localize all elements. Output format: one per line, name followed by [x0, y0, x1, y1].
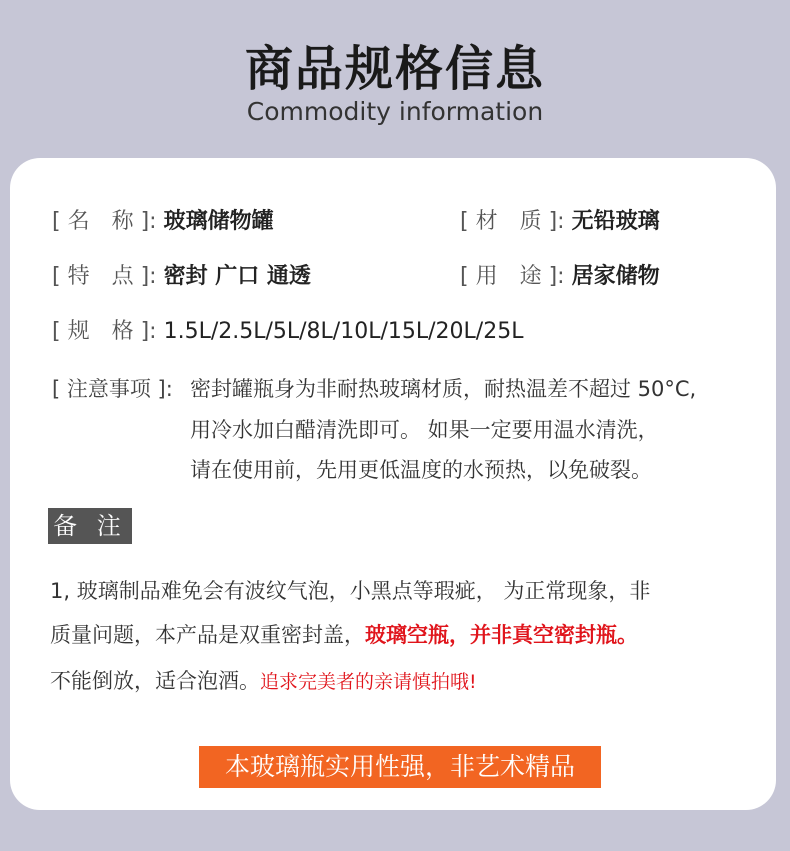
remark-warning: 追求完美者的亲请慎拍哦! — [260, 671, 477, 693]
notice-label: [ 注意事项 ]: — [52, 377, 173, 401]
spec-card — [10, 158, 776, 810]
page-subtitle: Commodity information — [246, 97, 544, 126]
spec-row-material — [460, 204, 660, 235]
remark-line — [50, 665, 477, 695]
spec-label-size: [ 规 格 ]: — [52, 319, 157, 344]
spec-row-feature — [52, 259, 311, 290]
spec-value-size: 1.5L/2.5L/5L/8L/10L/15L/20L/25L — [163, 319, 524, 344]
spec-label-material: [ 材 质 ]: — [460, 209, 565, 234]
notice-banner: 本玻璃瓶实用性强，非艺术精品 — [199, 746, 601, 788]
remark-badge: 备 注 — [48, 508, 132, 544]
notice-line: 密封罐瓶身为非耐热玻璃材质，耐热温差不超过 50°C, — [190, 377, 697, 401]
remark-text: 质量问题，本产品是双重密封盖， — [50, 623, 365, 647]
remark-line: 1, 玻璃制品难免会有波纹气泡，小黑点等瑕疵， 为正常现象，非 — [50, 579, 651, 603]
header — [0, 0, 790, 160]
spec-label-feature: [ 特 点 ]: — [52, 264, 157, 289]
spec-value-name: 玻璃储物罐 — [163, 209, 274, 234]
spec-value-usage: 居家储物 — [571, 264, 660, 289]
remark-text: 不能倒放，适合泡酒。 — [50, 669, 260, 693]
spec-value-material: 无铅玻璃 — [571, 209, 660, 234]
spec-value-feature: 密封 广口 通透 — [163, 264, 311, 289]
notice-line: 请在使用前，先用更低温度的水预热，以免破裂。 — [190, 458, 652, 482]
spec-row-size — [52, 314, 523, 345]
spec-row-name — [52, 204, 274, 235]
notice-line: 用冷水加白醋清洗即可。 如果一定要用温水清洗， — [190, 418, 659, 442]
spec-row-usage — [460, 259, 660, 290]
spec-label-name: [ 名 称 ]: — [52, 209, 157, 234]
remark-line — [50, 619, 638, 649]
spec-label-usage: [ 用 途 ]: — [460, 264, 565, 289]
page-title: 商品规格信息 — [244, 41, 545, 97]
remark-highlight: 玻璃空瓶，并非真空密封瓶。 — [365, 623, 638, 647]
